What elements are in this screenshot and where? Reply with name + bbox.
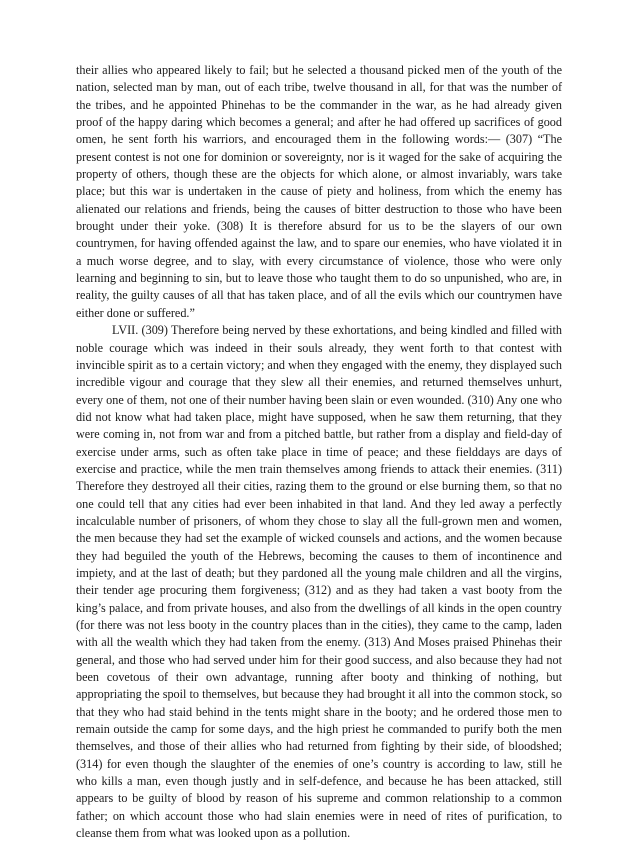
body-text <box>76 62 562 842</box>
paragraph-section-lvii: LVII. (309) Therefore being nerved by these exhortations, and being kindled and filled with noble courage which was indeed in their souls already, they went forth to that contest with invincible spirit as to a certain victory; and when they engaged with the enemy, they displayed such incredible vigour and courage that they slew all their enemies, and returned themselves unhurt, every one of them, not one of their number having been slain or even wounded. (310) Any one who did not know what had taken place, might have supposed, when he saw them returning, that they were coming in, not from war and from a pitched battle, but rather from a display and field-day of exercise under arms, such as often take place in time of peace; and these fielddays are days of exercise and practice, while the men train themselves among friends to attack their enemies. (311) Therefore they destroyed all their cities, razing them to the ground or else burning them, so that no one could tell that any cities had ever been inhabited in that land. And they led away a perfectly incalculable number of prisoners, of whom they chose to slay all the full-grown men and women, the men because they had set the example of wicked counsels and actions, and the women because they had beguiled the youth of the Hebrews, becoming the causes to them of incontinence and impiety, and at the last of death; but they pardoned all the young male children and all the virgins, their tender age procuring them forgiveness; (312) and as they had taken a vast booty from the king’s palace, and from private houses, and also from the dwellings of all kinds in the open country (for there was not less booty in the country places than in the cities), they came to the camp, laden with all the wealth which they had taken from the enemy. (313) And Moses praised Phinehas their general, and those who had served under him for their good success, and also because they had not been covetous of their own advantage, running after booty and thinking of nothing, but appropriating the spoil to themselves, but because they had brought it all into the common stock, so that they who had staid behind in the tents might share in the booty; and he ordered those men to remain outside the camp for some days, and the high priest he commanded to purify both the men themselves, and those of their allies who had returned from fighting by their side, of bloodshed; (314) for even though the slaughter of the enemies of one’s country is according to law, still he who kills a man, even though justly and in self-defence, and because he has been attacked, still appears to be guilty of blood by reason of his supreme and common relationship to a common father; on which account those who had slain enemies were in need of rites of purification, to cleanse them from what was looked upon as a pollution. <box>76 323 562 841</box>
paragraph-continuation: their allies who appeared likely to fail; but he selected a thousand picked men of the youth of the nation, selected man by man, out of each tribe, twelve thousand in all, for that was the number of the tribes, and he appointed Phinehas to be the commander in the war, as he had already given proof of the happy daring which becomes a general; and after he had offered up sacrifices of good omen, he sent forth his warriors, and encouraged them in the following words:— (307) “The present contest is not one for dominion or sovereignty, nor is it waged for the sake of acquiring the property of others, though these are the objects for which alone, or almost invariably, wars take place; but this war is undertaken in the cause of piety and holiness, from which the enemy has alienated our relations and friends, being the causes of bitter destruction to those who have been brought under their yoke. (308) It is therefore absurd for us to be the slayers of our own countrymen, for having offended against the law, and to spare our enemies, who have violated it in a much worse degree, and to slay, with every circumstance of violence, those who were only learning and beginning to sin, but to leave those who taught them to do so unpunished, who are, in reality, the guilty causes of all that has taken place, and of all the evils which our countrymen have either done or suffered.” <box>76 63 562 320</box>
